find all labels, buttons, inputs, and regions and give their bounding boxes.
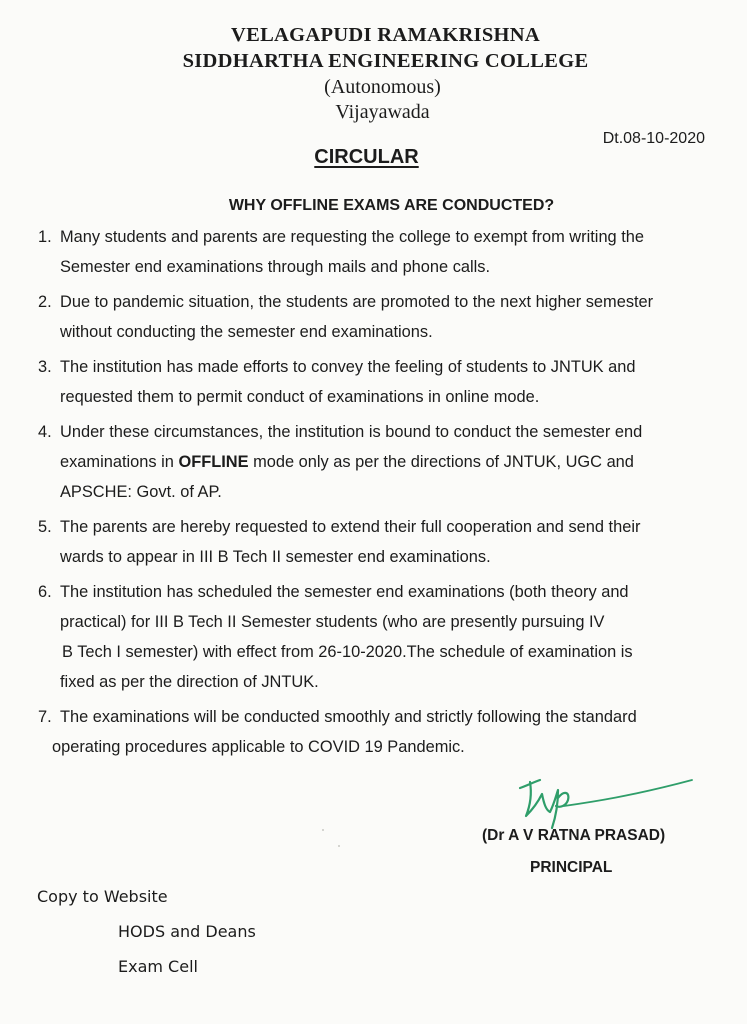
item-number: 3. (38, 358, 52, 376)
list-item (38, 577, 728, 697)
list-item (38, 352, 728, 412)
offline-emphasis: OFFLINE (178, 453, 249, 471)
item-text-line: without conducting the semester end examinations. (60, 323, 433, 341)
item-text-line: The institution has scheduled the semester end examinations (both theory and (60, 583, 629, 601)
item-text-line: practical) for III B Tech II Semester students (who are presently pursuing IV (60, 613, 605, 631)
paper-speck (322, 829, 324, 831)
item-number: 4. (38, 423, 52, 441)
signature-stroke (520, 780, 568, 828)
item-text-fragment: examinations in (60, 453, 179, 471)
city-label: Vijayawada (335, 101, 430, 123)
copy-recipient: HODS and Deans (118, 922, 256, 941)
item-number: 6. (38, 583, 52, 601)
item-text-line: APSCHE: Govt. of AP. (60, 483, 222, 501)
item-text-line: fixed as per the direction of JNTUK. (60, 673, 319, 691)
item-number: 1. (38, 228, 52, 246)
item-text-line: operating procedures applicable to COVID 19 Pandemic. (52, 738, 465, 756)
item-number: 2. (38, 293, 52, 311)
signatory-title: PRINCIPAL (530, 859, 613, 876)
circular-date: Dt.08-10-2020 (602, 130, 705, 147)
item-text-fragment: mode only as per the directions of JNTUK, UGC and (248, 453, 634, 471)
item-number: 5. (38, 518, 52, 536)
college-name-line-2: SIDDHARTHA ENGINEERING COLLEGE (182, 50, 589, 72)
list-item (38, 417, 728, 507)
autonomous-label: (Autonomous) (324, 76, 441, 98)
points-list (38, 222, 728, 767)
circular-title: CIRCULAR (314, 146, 419, 168)
item-number: 7. (38, 708, 52, 726)
signatory-name: (Dr A V RATNA PRASAD) (482, 827, 666, 844)
item-text-line: The institution has made efforts to convey the feeling of students to JNTUK and (60, 358, 636, 376)
list-item (38, 512, 728, 572)
circular-subject: WHY OFFLINE EXAMS ARE CONDUCTED? (228, 197, 555, 214)
list-item (38, 287, 728, 347)
item-text-line: requested them to permit conduct of examinations in online mode. (60, 388, 540, 406)
list-item (38, 702, 728, 762)
item-text-line: Due to pandemic situation, the students are promoted to the next higher semester (60, 293, 654, 311)
item-text-line: The parents are hereby requested to extend their full cooperation and send their (60, 518, 641, 536)
item-text-line: Under these circumstances, the institution is bound to conduct the semester end (60, 423, 643, 441)
item-text-line: The examinations will be conducted smoothly and strictly following the standard (60, 708, 637, 726)
copy-to-heading: Copy to Website (37, 887, 168, 906)
college-name-line-1: VELAGAPUDI RAMAKRISHNA (231, 24, 540, 46)
paper-speck (338, 845, 340, 847)
item-text-line: B Tech I semester) with effect from 26-10-2020.The schedule of examination is (62, 643, 633, 661)
signature-flourish (564, 780, 692, 806)
item-text-line: Many students and parents are requesting the college to exempt from writing the (60, 228, 645, 246)
item-text-line (60, 447, 728, 477)
copy-recipient: Exam Cell (118, 957, 198, 976)
item-text-line: Semester end examinations through mails and phone calls. (60, 258, 491, 276)
list-item (38, 222, 728, 282)
item-text-line: wards to appear in III B Tech II semester end examinations. (60, 548, 491, 566)
